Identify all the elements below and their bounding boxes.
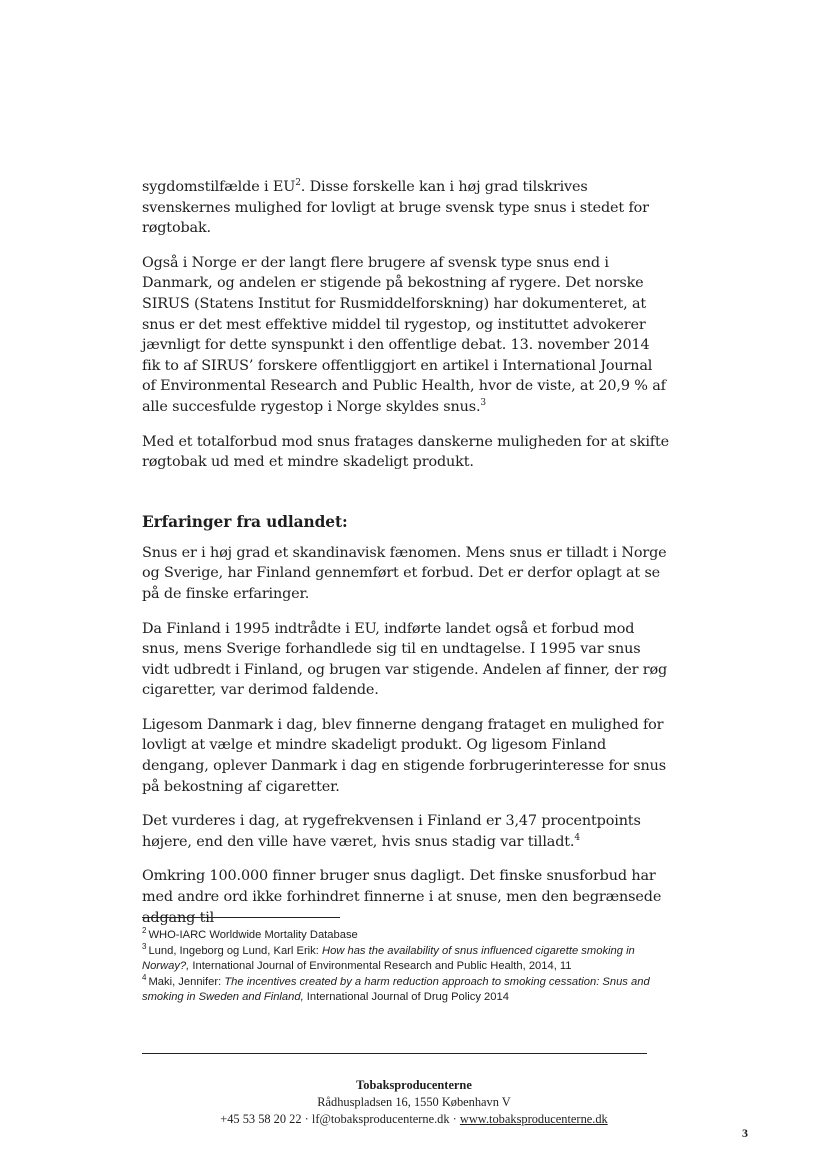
footnote: [142, 941, 682, 975]
footer-organization: Tobaksproducenterne: [356, 1078, 472, 1092]
paragraph-7: [142, 811, 670, 852]
footer-divider: [142, 1053, 647, 1054]
paragraph-text: Ligesom Danmark i dag, blev finnerne dengang frataget en mulighed for lovligt at vælge et mindre skadeligt produkt. Og ligesom Finland dengang, oplever Danmark i dag en stigende forbrugerinteresse for snus på bekostning af cigaretter.: [142, 716, 666, 795]
footnote-ref: 4: [574, 833, 580, 844]
page-number: 3: [742, 1126, 748, 1140]
footnote-text: International Journal of Environmental Research and Public Health, 2014, 11: [189, 960, 572, 973]
footnote-number: 2: [142, 926, 147, 936]
page-footer: [0, 1077, 828, 1128]
footnote-text: International Journal of Drug Policy 2014: [303, 991, 509, 1004]
footnote-ref: 3: [480, 398, 486, 409]
paragraph-text: Også i Norge er der langt flere brugere af svensk type snus end i Danmark, og andelen er stigende på bekostning af rygere. Det norske SIRUS (Statens Institut for Rusmiddelforskning) har dokumenteret, at snus er det mest effektive middel til rygestop, og instituttet advokerer jævnligt for dette synspunkt i den offentlige debat. 13. november 2014 fik to af SIRUS’ forskere offentliggjort en artikel i International Journal of Environmental Research and Public Health, hvor de viste, at 20,9 % af alle succesfulde rygestop i Norge skyldes snus.: [142, 254, 666, 415]
paragraph-1: [142, 177, 670, 239]
paragraph-8: [142, 866, 670, 928]
document-body: [142, 177, 670, 942]
footnotes: [142, 928, 682, 1006]
footnote-separator: [142, 917, 340, 918]
footnote-ref: 2: [295, 178, 301, 189]
paragraph-4: [142, 543, 670, 605]
footnote: [142, 928, 682, 944]
footnote-text: WHO-IARC Worldwide Mortality Database: [148, 929, 358, 941]
footnote-title: The incentives created by a harm reduction approach to smoking cessation: Snus and smoking in Sweden and Finland,: [142, 975, 650, 1004]
website-link[interactable]: www.tobaksproducenterne.dk: [459, 1112, 608, 1126]
paragraph-2: [142, 253, 670, 418]
paragraph-3: [142, 432, 670, 473]
footer-address: Rådhuspladsen 16, 1550 København V: [317, 1095, 511, 1109]
footnote-number: 4: [142, 973, 147, 983]
paragraph-text: Med et totalforbud mod snus fratages danskerne muligheden for at skifte røgtobak ud med et mindre skadeligt produkt.: [142, 433, 669, 471]
footer-contact: +45 53 58 20 22 · lf@tobaksproducenterne.dk ·: [220, 1112, 460, 1126]
footnote-text: Lund, Ingeborg og Lund, Karl Erik:: [148, 944, 322, 957]
paragraph-text: Da Finland i 1995 indtrådte i EU, indførte landet også et forbud mod snus, mens Sverige forhandlede sig til en undtagelse. I 1995 var snus vidt udbredt i Finland, og brugen var stigende. Andelen af finner, der røg cigaretter, var derimod faldende.: [142, 620, 668, 699]
paragraph-text: Snus er i høj grad et skandinavisk fænomen. Mens snus er tilladt i Norge og Sverige, har Finland gennemført et forbud. Det er derfor oplagt at se på de finske erfaringer.: [142, 544, 667, 602]
footnote-text: Maki, Jennifer:: [148, 975, 225, 988]
footnote: [142, 975, 682, 1006]
paragraph-text: . Disse forskelle kan i høj grad tilskrives svenskernes mulighed for lovligt at bruge svensk type snus i stedet for røgtobak.: [142, 179, 649, 237]
footer-contact-line: [0, 1111, 828, 1128]
paragraph-text: sygdomstilfælde i EU: [142, 179, 296, 195]
paragraph-text: Det vurderes i dag, at rygefrekvensen i Finland er 3,47 procentpoints højere, end den ville have været, hvis snus stadig var tilladt.: [142, 813, 641, 850]
footnote-title: How has the availability of snus influenced cigarette smoking in Norway?,: [142, 944, 635, 973]
paragraph-5: [142, 619, 670, 701]
paragraph-6: [142, 715, 670, 797]
paragraph-text: Omkring 100.000 finner bruger snus dagligt. Det finske snusforbud har med andre ord ikke forhindret finnerne i at snuse, men den begrænsede adgang til: [142, 868, 662, 926]
footnote-number: 3: [142, 941, 147, 951]
section-heading: Erfaringer fra udlandet:: [142, 512, 348, 531]
